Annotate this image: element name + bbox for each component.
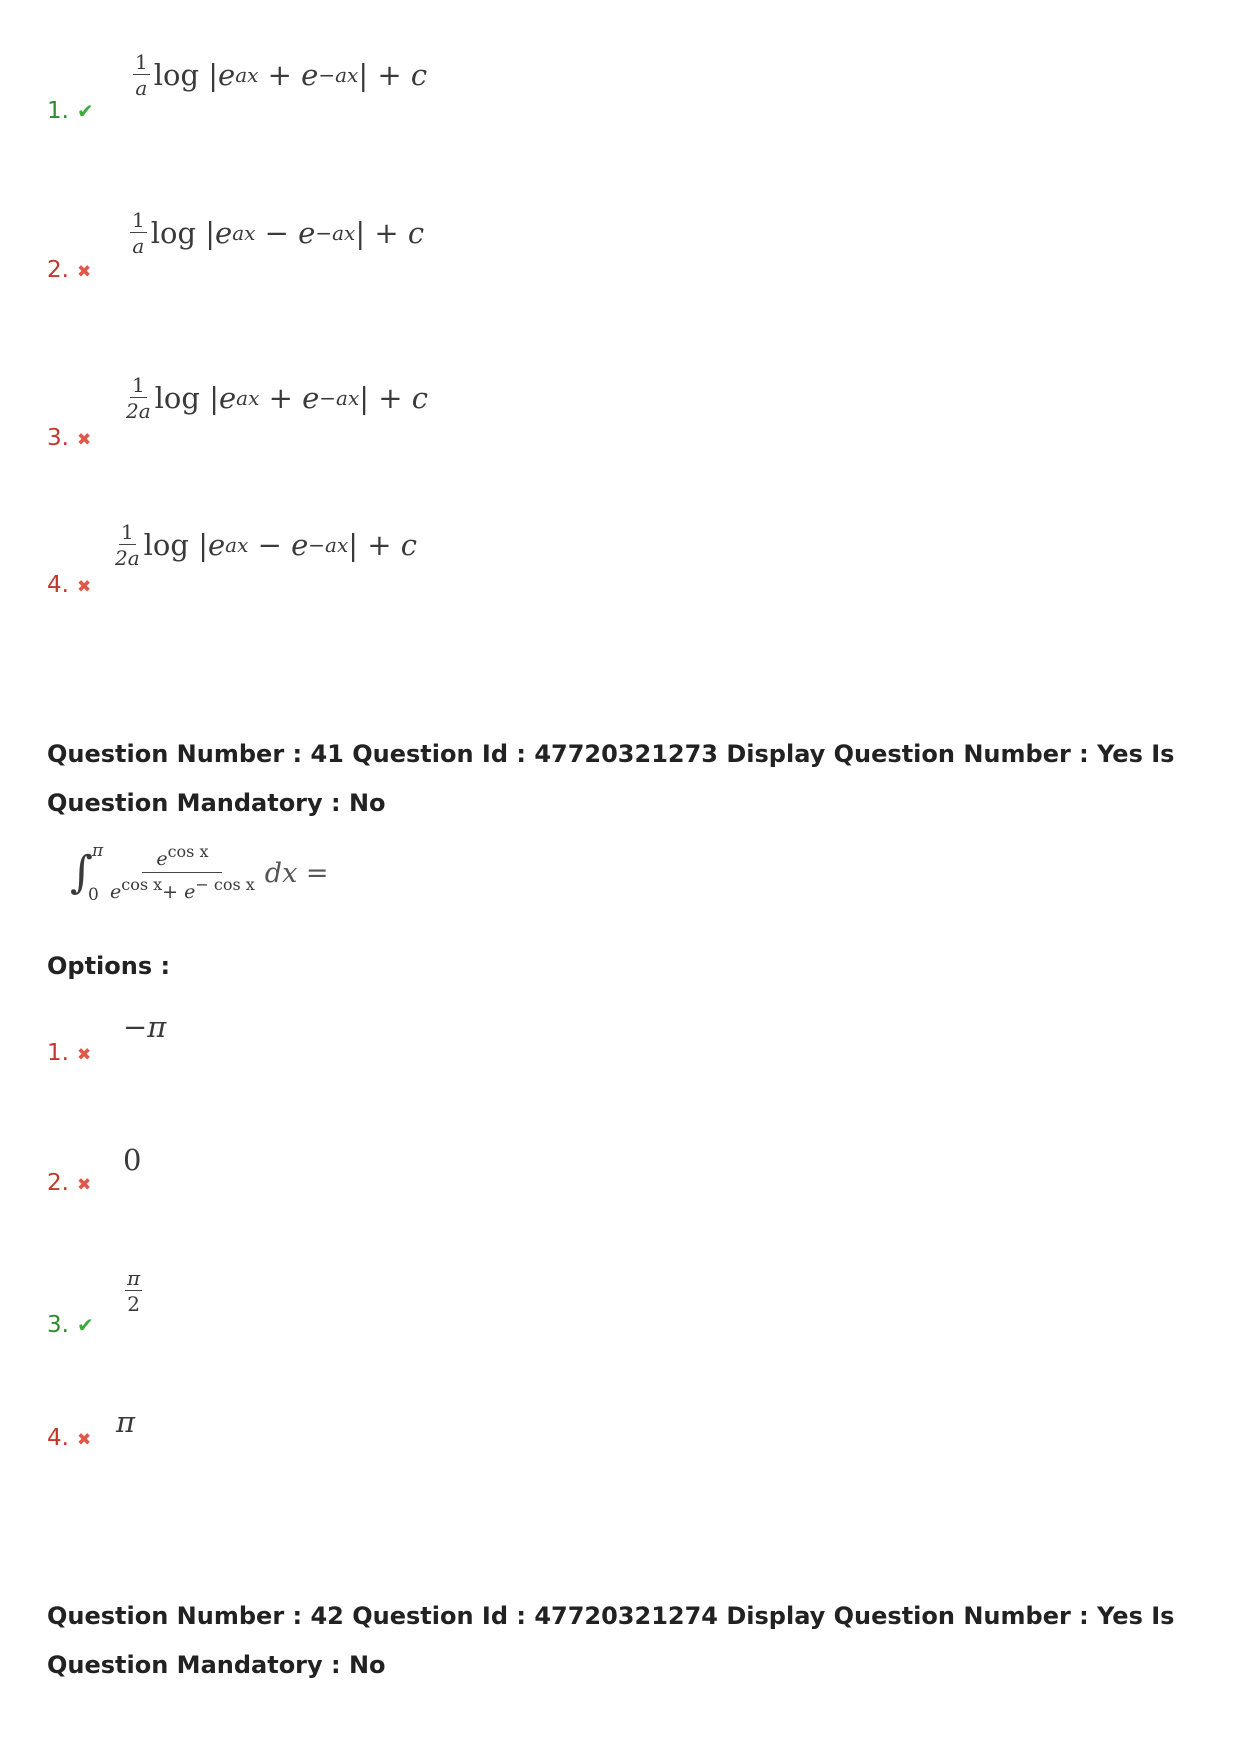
integral-tail: dx = bbox=[264, 857, 329, 889]
option-1 bbox=[47, 98, 94, 124]
fraction: $\frac{1}{a}$ bbox=[132, 208, 145, 258]
fraction: $\frac{\pi}{2}$ bbox=[127, 1266, 141, 1316]
cross-icon: ✖ bbox=[76, 577, 92, 597]
check-icon: ✔ bbox=[76, 1313, 94, 1337]
question-41-header: Question Number : 41 Question Id : 47720321273 Display Question Number : Yes Is Question Mandatory : No bbox=[47, 740, 1175, 817]
integrand-numerator: $e^{cos x}$ bbox=[142, 844, 222, 873]
integral-sign: ∫ π 0 bbox=[70, 841, 104, 905]
cross-icon: ✖ bbox=[76, 430, 92, 450]
integrand-denominator: $e^{cos x}+ e^{- cos x}$ bbox=[110, 875, 255, 903]
option-number: 3. bbox=[47, 1312, 69, 1338]
q41-option-3 bbox=[47, 1312, 94, 1338]
option-number: 1. bbox=[47, 98, 69, 124]
option-number: 4. bbox=[47, 1425, 69, 1451]
check-icon: ✔ bbox=[76, 99, 94, 123]
q41-option-4-value: π bbox=[116, 1405, 136, 1439]
option-3-expression: $\frac{1}{2a}$ log | e ax + e −ax | + c bbox=[126, 373, 429, 423]
q41-option-2 bbox=[47, 1170, 91, 1196]
option-3 bbox=[47, 425, 91, 451]
option-number: 1. bbox=[47, 1040, 69, 1066]
cross-icon: ✖ bbox=[76, 262, 92, 282]
option-1-expression: $\frac{1}{a}$ log | e ax + e −ax | + c bbox=[135, 50, 428, 100]
options-label: Options : bbox=[47, 952, 171, 980]
option-number: 2. bbox=[47, 1170, 69, 1196]
option-4-expression: $\frac{1}{2a}$ log | e ax − e −ax | + c bbox=[115, 520, 418, 570]
option-4 bbox=[47, 572, 91, 598]
q41-option-1-value: −π bbox=[123, 1010, 167, 1044]
option-number: 2. bbox=[47, 257, 69, 283]
cross-icon: ✖ bbox=[76, 1430, 92, 1450]
lower-limit: 0 bbox=[88, 885, 99, 905]
integrand-fraction bbox=[110, 844, 255, 902]
option-number: 3. bbox=[47, 425, 69, 451]
option-number: 4. bbox=[47, 572, 69, 598]
q41-option-1 bbox=[47, 1040, 91, 1066]
upper-limit: π bbox=[92, 841, 104, 861]
q41-option-4 bbox=[47, 1425, 91, 1451]
option-2 bbox=[47, 257, 91, 283]
q41-option-2-value: 0 bbox=[123, 1143, 142, 1177]
question-41-integral bbox=[70, 843, 329, 903]
fraction: $\frac{1}{2a}$ bbox=[115, 520, 140, 570]
q41-option-3-value bbox=[125, 1268, 146, 1314]
cross-icon: ✖ bbox=[76, 1045, 92, 1065]
option-2-expression: $\frac{1}{a}$ log | e ax − e −ax | + c bbox=[132, 208, 425, 258]
fraction: $\frac{1}{2a}$ bbox=[126, 373, 151, 423]
question-42-header: Question Number : 42 Question Id : 47720321274 Display Question Number : Yes Is Question Mandatory : No bbox=[47, 1602, 1175, 1679]
fraction: $\frac{1}{a}$ bbox=[135, 50, 148, 100]
cross-icon: ✖ bbox=[76, 1175, 92, 1195]
